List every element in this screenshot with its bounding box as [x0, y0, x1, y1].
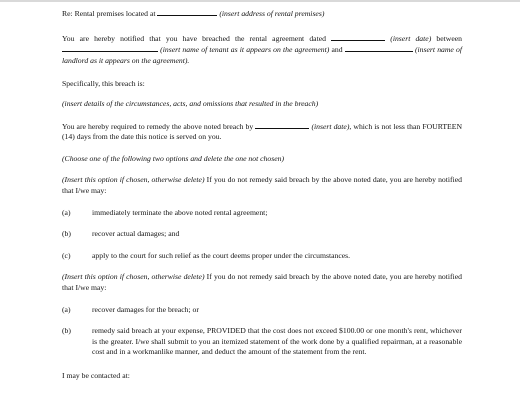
agreement-date-blank [331, 33, 385, 41]
option-1-text: If you do not remedy said breach by the above noted date, you are hereby notified that I/we may: [62, 175, 462, 195]
option-2-text: If you do not remedy said breach by the above noted date, you are hereby notified that I/we may: [62, 272, 462, 292]
address-blank [157, 8, 217, 16]
breach-intro: Specifically, this breach is: [62, 79, 145, 89]
address-hint: (insert address of rental premises) [219, 9, 325, 18]
item-text: recover actual damages; and [92, 229, 180, 239]
item-text: remedy said breach at your expense, PROVIDED that the cost does not exceed $100.00 or one month's rent, whichever is the greater. I/we shall submit to you an itemized statement of the work done by a qualified repairman, at a reasonable cost and in a workmanlike manner, and deduct the amount of the statement from the rent. [92, 326, 462, 357]
agreement-date-hint: (insert date) [390, 33, 432, 43]
remedy-date-blank [255, 121, 309, 129]
option-1-paragraph [62, 175, 462, 196]
option-2-hint: (Insert this option if chosen, otherwise delete) [62, 272, 205, 282]
item-label: (a) [62, 207, 71, 217]
option-2-paragraph [62, 272, 462, 293]
remedy-text-2: , which is not less than FOURTEEN (14) days from the date this notice is served on you. [62, 121, 462, 142]
choose-instruction: (Choose one of the following two options and delete the one not chosen) [62, 153, 285, 163]
contact-line: I may be contacted at: [62, 370, 130, 380]
notice-between: between [436, 33, 463, 43]
item-text: apply to the court for such relief as the court deems proper under the circumstances. [92, 250, 351, 260]
re-line [62, 8, 462, 20]
item-label: (b) [62, 229, 71, 239]
top-divider [0, 0, 520, 2]
option-1-item-b [62, 229, 462, 240]
option-2-item-b [62, 326, 462, 358]
remedy-date-hint: (insert date) [311, 121, 350, 131]
remedy-paragraph [62, 121, 462, 143]
notice-text: You are hereby notified that you have breached the rental agreement dated [62, 33, 326, 43]
remedy-text: You are hereby required to remedy the above noted breach by [62, 121, 254, 131]
option-1-item-a [62, 208, 462, 219]
breach-hint: (insert details of the circumstances, acts, and omissions that resulted in the breach) [62, 98, 319, 108]
item-text: immediately terminate the above noted rental agreement; [92, 207, 268, 217]
option-1-hint: (Insert this option if chosen, otherwise delete) [62, 175, 205, 185]
item-label: (a) [62, 304, 71, 314]
notice-and: and [331, 45, 343, 55]
document-body [62, 8, 462, 381]
notice-paragraph [62, 33, 462, 67]
re-line-text: Re: Rental premises located at [62, 9, 156, 18]
option-2-item-a [62, 305, 462, 316]
landlord-blank [345, 44, 413, 52]
option-1-item-c [62, 251, 462, 262]
landlord-hint: (insert name of landlord as it appears on the agreement). [62, 45, 462, 65]
tenant-blank [62, 44, 158, 52]
tenant-hint: (insert name of tenant as it appears on the agreement) [160, 45, 330, 55]
item-text: recover damages for the breach; or [92, 304, 199, 314]
item-label: (b) [62, 326, 71, 336]
item-label: (c) [62, 250, 71, 260]
